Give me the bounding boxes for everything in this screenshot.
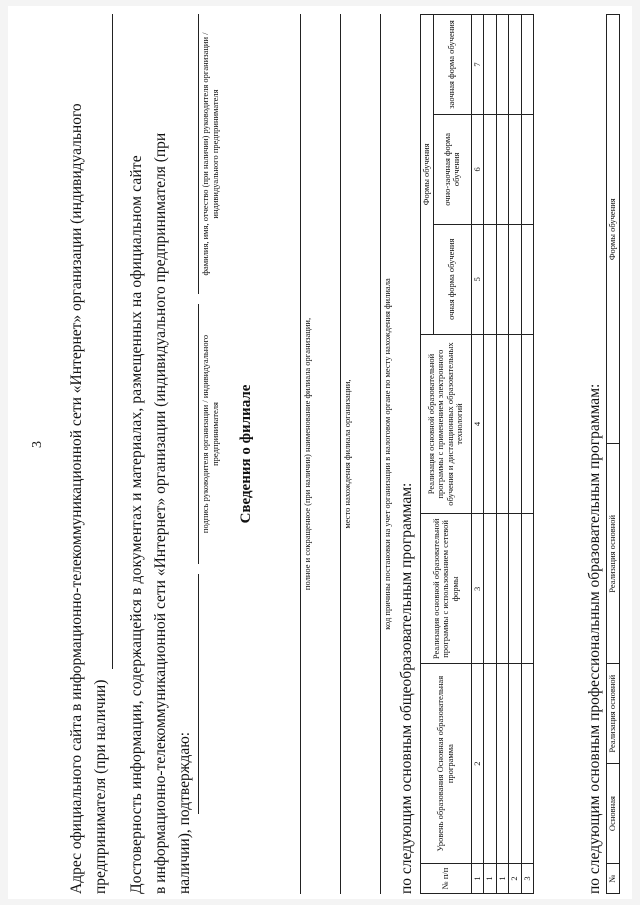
branch-location-line: [340, 14, 341, 894]
professional-programs-table: [606, 14, 620, 894]
professional-programs-heading: по следующим основным профессиональным образовательным программам:: [586, 383, 603, 894]
text-line-3: Достоверность информации, содержащейся в документах и материалах, размещенных на официальном сайте: [128, 155, 145, 894]
row-label: 1: [496, 864, 509, 894]
rotated-content: [68, 14, 638, 894]
col-number: 6: [471, 114, 484, 224]
row-label: 1: [484, 864, 497, 894]
general-programs-heading: по следующим основным общеобразовательным программам:: [398, 482, 415, 894]
row-label: 2: [509, 864, 522, 894]
text-line-5: наличии), подтверждаю:: [176, 731, 193, 894]
col-num-header: № п/п: [421, 864, 472, 894]
prof-col-real1-header: Реализация основной: [607, 664, 620, 764]
general-programs-table: [420, 14, 534, 894]
col-forms-header: Формы обучения: [421, 15, 434, 335]
text-line-1: Адрес официального сайта в информационно-телекоммуникационной сети «Интернет» организации (индивидуального: [68, 103, 85, 894]
row-label: 3: [521, 864, 534, 894]
table-row: [509, 15, 522, 894]
col-number: 3: [471, 514, 484, 664]
table-row: [484, 15, 497, 894]
col-number: 7: [471, 15, 484, 115]
col-distance-header: Реализация основной образовательной программы с применением электронного обучения и дистанционных образовательных технологий: [421, 334, 472, 514]
kpp-line: [380, 14, 381, 894]
branch-location-caption: место нахождения филиала организации,: [342, 379, 352, 529]
document-page: [8, 6, 632, 899]
branch-heading: Сведения о филиале: [238, 384, 254, 524]
site-address-underline: [112, 14, 113, 669]
prof-col-num-header: №: [607, 864, 620, 894]
col-extramural-header: заочная форма обучения: [433, 15, 471, 115]
col-number: 1: [471, 864, 484, 894]
table-row: [521, 15, 534, 894]
col-parttime-header: очно-заочная форма обучения: [433, 114, 471, 224]
branch-name-line: [300, 14, 301, 894]
col-network-header: Реализация основной образовательной программы с использованием сетевой формы: [421, 514, 472, 664]
col-number: 4: [471, 334, 484, 514]
col-level-header: Уровень образования Основная образовательная программа: [421, 664, 472, 864]
branch-name-caption: полное и сокращенное (при наличии) наименование филиала организации,: [302, 317, 312, 591]
text-line-4: в информационно-телекоммуникационной сети «Интернет» организации (индивидуального предпринимателя (при: [152, 132, 169, 894]
kpp-caption: код причины постановки на учет организации в налоговом органе по месту нахождения филиала: [382, 278, 392, 630]
col-fulltime-header: очная форма обучения: [433, 224, 471, 334]
page-number: 3: [30, 441, 45, 448]
col-number: 5: [471, 224, 484, 334]
prof-col-main-header: Основная: [607, 764, 620, 864]
signature-caption-right: фамилия, имя, отчество (при наличии) руководителя организации / индивидуального предпринимателя: [198, 14, 220, 294]
signature-line-blank: [198, 574, 199, 814]
col-number: 2: [471, 664, 484, 864]
table-row: [496, 15, 509, 894]
signature-caption-left: подпись руководителя организации / индивидуального предпринимателя: [198, 304, 220, 564]
text-line-2: предпринимателя (при наличии): [92, 679, 109, 894]
prof-col-forms-header: Формы обучения: [607, 15, 620, 444]
prof-col-real2-header: Реализация основной: [607, 444, 620, 664]
